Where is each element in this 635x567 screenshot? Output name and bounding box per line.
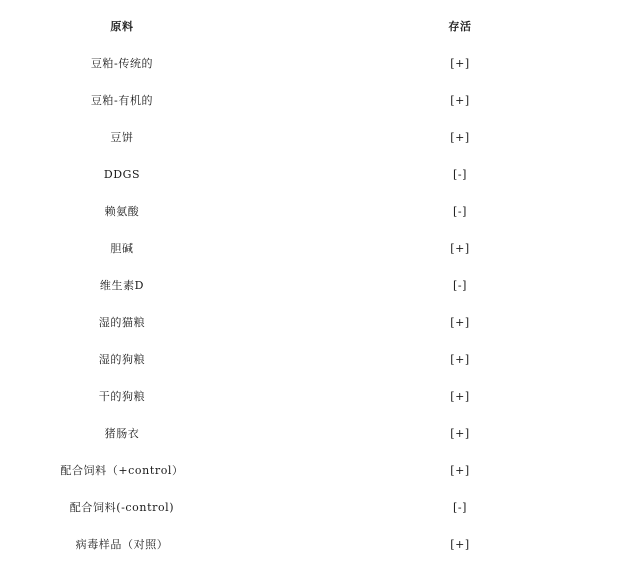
header-status: 存活 <box>448 20 472 33</box>
status-cell: [-] <box>452 168 468 181</box>
table-row <box>0 267 635 304</box>
status-cell: [+] <box>450 131 470 144</box>
status-cell: [-] <box>452 205 468 218</box>
material-cell: 湿的狗粮 <box>98 353 146 366</box>
material-cell: 豆粕-有机的 <box>90 94 154 107</box>
table-row <box>0 193 635 230</box>
material-cell: 豆饼 <box>110 131 134 144</box>
material-cell: 豆粕-传统的 <box>90 57 154 70</box>
table-header <box>0 8 635 45</box>
status-cell: [+] <box>450 242 470 255</box>
table-row <box>0 82 635 119</box>
material-cell: 病毒样品（对照） <box>75 538 169 551</box>
status-cell: [+] <box>450 390 470 403</box>
material-cell: 赖氨酸 <box>104 205 140 218</box>
material-cell: 配合饲料(-control) <box>69 501 175 514</box>
status-cell: [+] <box>450 538 470 551</box>
material-cell: 配合饲料（+control） <box>60 464 184 477</box>
table-row <box>0 119 635 156</box>
status-cell: [+] <box>450 94 470 107</box>
table-row <box>0 230 635 267</box>
table-body <box>0 45 635 563</box>
status-cell: [+] <box>450 57 470 70</box>
table-row <box>0 452 635 489</box>
table-row <box>0 45 635 82</box>
status-cell: [+] <box>450 353 470 366</box>
status-cell: [-] <box>452 501 468 514</box>
table-row <box>0 304 635 341</box>
status-cell: [+] <box>450 316 470 329</box>
survival-table <box>0 8 635 563</box>
material-cell: 胆碱 <box>110 242 134 255</box>
status-cell: [+] <box>450 464 470 477</box>
material-cell: 干的狗粮 <box>98 390 146 403</box>
material-cell: 维生素D <box>99 279 145 292</box>
status-cell: [+] <box>450 427 470 440</box>
table-row <box>0 156 635 193</box>
table-row <box>0 415 635 452</box>
material-cell: 猪肠衣 <box>104 427 140 440</box>
header-material: 原料 <box>110 20 134 33</box>
material-cell: DDGS <box>103 168 141 181</box>
table-row <box>0 341 635 378</box>
table-row <box>0 526 635 563</box>
table-row <box>0 489 635 526</box>
material-cell: 湿的猫粮 <box>98 316 146 329</box>
status-cell: [-] <box>452 279 468 292</box>
table-row <box>0 378 635 415</box>
